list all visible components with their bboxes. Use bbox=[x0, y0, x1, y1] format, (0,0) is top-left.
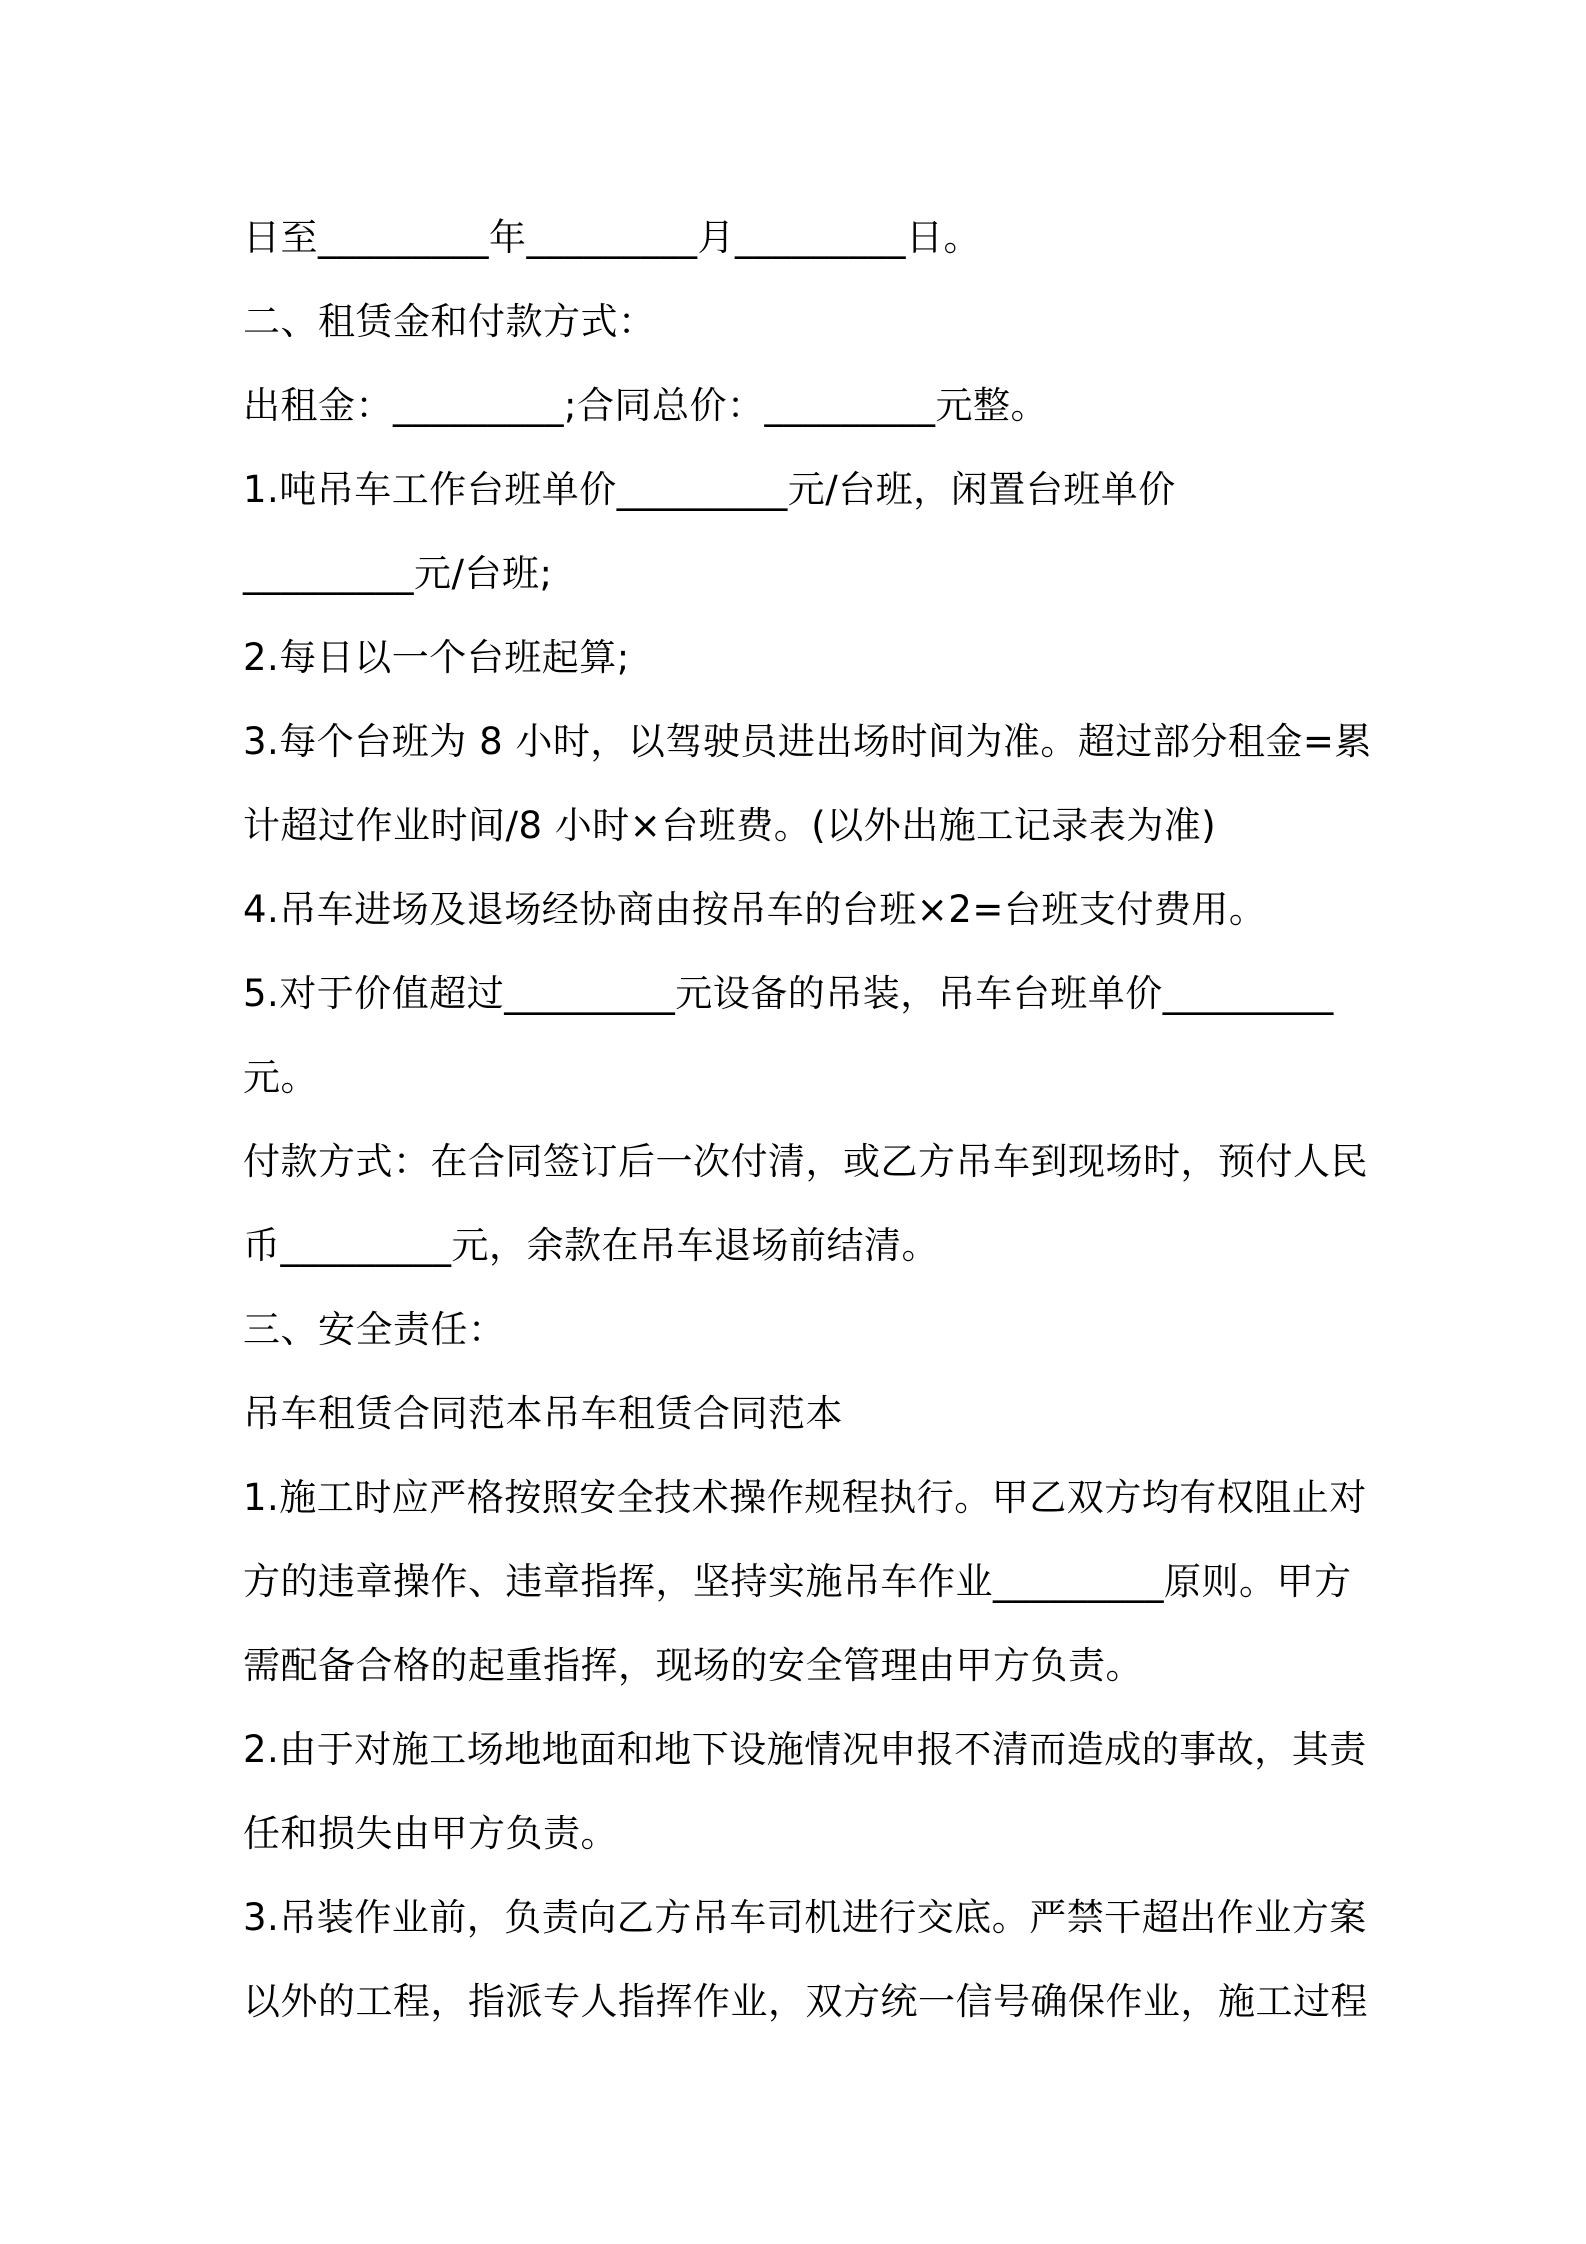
text-line-item-1: 1.吨吊车工作台班单价_________元/台班，闲置台班单价 bbox=[243, 468, 1176, 511]
text-line-safety-1-cont-2: 需配备合格的起重指挥，现场的安全管理由甲方负责。 bbox=[243, 1644, 1143, 1687]
text-line-safety-2-cont: 任和损失由甲方负责。 bbox=[243, 1812, 618, 1855]
text-line-safety-3-cont: 以外的工程，指派专人指挥作业，双方统一信号确保作业，施工过程 bbox=[243, 1980, 1368, 2023]
text-line-payment-method: 付款方式：在合同签订后一次付清，或乙方吊车到现场时，预付人民 bbox=[243, 1140, 1368, 1183]
text-line-item-2: 2.每日以一个台班起算; bbox=[243, 636, 630, 679]
text-line-safety-1-cont: 方的违章操作、违章指挥，坚持实施吊车作业_________原则。甲方 bbox=[243, 1560, 1352, 1603]
text-line-item-3: 3.每个台班为 8 小时，以驾驶员进出场时间为准。超过部分租金=累 bbox=[243, 720, 1372, 763]
text-line-safety-2: 2.由于对施工场地地面和地下设施情况申报不清而造成的事故，其责 bbox=[243, 1728, 1367, 1771]
text-line-item-1-cont: _________元/台班; bbox=[243, 552, 553, 595]
text-line-payment-method-cont: 币_________元，余款在吊车退场前结清。 bbox=[243, 1224, 939, 1267]
text-line-item-4: 4.吊车进场及退场经协商由按吊车的台班×2=台班支付费用。 bbox=[243, 888, 1267, 931]
text-line-item-5-cont: 元。 bbox=[243, 1056, 318, 1099]
text-line-safety-1: 1.施工时应严格按照安全技术操作规程执行。甲乙双方均有权阻止对 bbox=[243, 1476, 1367, 1519]
text-line-rent-total: 出租金：_________;合同总价：_________元整。 bbox=[243, 384, 1048, 427]
section-heading-safety: 三、安全责任： bbox=[243, 1308, 506, 1351]
contract-body bbox=[243, 196, 1372, 2044]
section-heading-rent-payment: 二、租赁金和付款方式： bbox=[243, 300, 656, 343]
text-line-safety-3: 3.吊装作业前，负责向乙方吊车司机进行交底。严禁干超出作业方案 bbox=[243, 1896, 1367, 1939]
text-line-item-5: 5.对于价值超过_________元设备的吊装，吊车台班单价_________ bbox=[243, 972, 1334, 1015]
text-line-end-date: 日至_________年_________月_________日。 bbox=[243, 216, 981, 259]
text-line-item-3-cont: 计超过作业时间/8 小时×台班费。(以外出施工记录表为准) bbox=[243, 804, 1217, 847]
text-line-template-title: 吊车租赁合同范本吊车租赁合同范本 bbox=[243, 1392, 843, 1435]
